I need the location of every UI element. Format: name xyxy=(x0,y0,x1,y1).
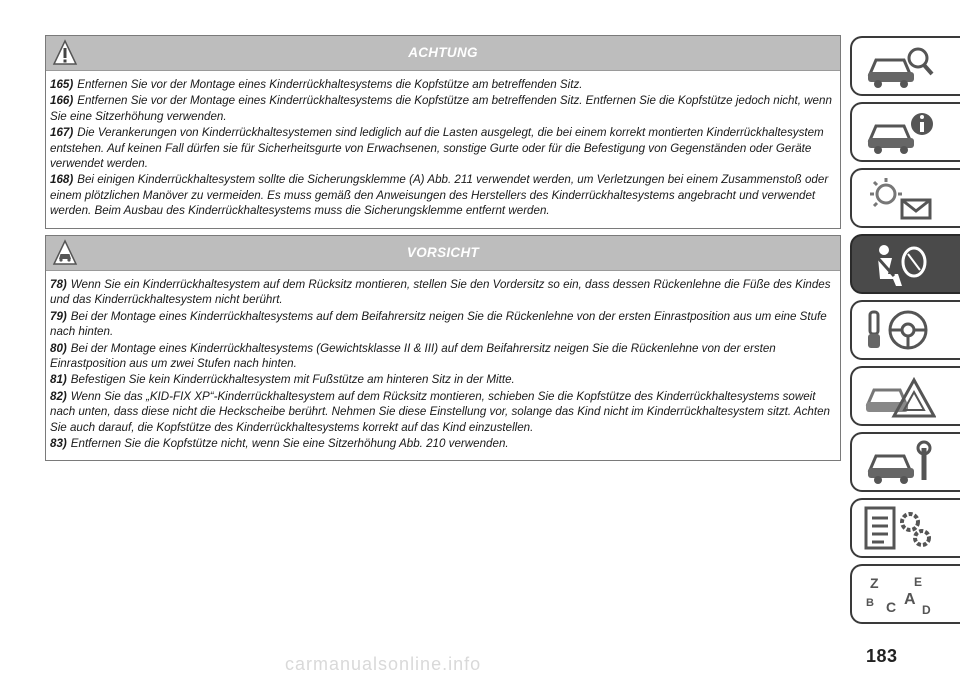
tab-maintenance[interactable] xyxy=(850,432,960,492)
svg-text:C: C xyxy=(886,599,897,615)
car-wrench-icon xyxy=(864,440,936,486)
tab-car-overview[interactable] xyxy=(850,36,960,96)
caution-box xyxy=(45,235,841,461)
warning-box xyxy=(45,35,841,229)
tab-lights-messages[interactable] xyxy=(850,168,960,228)
tab-index[interactable] xyxy=(850,564,960,624)
page-number: 183 xyxy=(866,646,898,666)
tab-technical-data[interactable] xyxy=(850,498,960,558)
warning-item: 166) Entfernen Sie vor der Montage eines Kinderrückhaltesystems die Kopfstütze am betreffenden Sitz. Entfernen Sie die Kopfstütze jedoch nicht, wenn Sie eine Sitzerhöhung verwenden. xyxy=(50,94,832,123)
car-warning-triangle-icon xyxy=(864,374,936,420)
svg-text:D: D xyxy=(922,603,931,617)
warning-header xyxy=(46,36,840,71)
caution-item: 82) Wenn Sie das „KID-FIX XP“-Kinderrückhaltesystem auf dem Rücksitz montieren, schieben Sie die Kopfstütze des Kinderrückhaltesystems soweit nach unten, dass diese nicht die Heckscheibe berührt. Nehmen Sie diese Einstellung vor, solange das Kind nicht im Kinderrückhaltesystem sitzt. Achten Sie auch darauf, die Kopfstütze des Kinderrückhaltesystems korrekt auf das Kind einzustellen. xyxy=(50,389,830,434)
car-magnifier-icon xyxy=(864,44,936,90)
svg-text:E: E xyxy=(914,575,923,589)
car-info-icon xyxy=(864,110,936,156)
alphabet-index-icon xyxy=(864,572,936,618)
warning-item: 167) Die Verankerungen von Kinderrückhaltesystemen sind lediglich auf die Lasten ausgelegt, die bei einem korrekt montierten Kinderrückhaltesystem entstehen. Auf keinen Fall dürfen sie für Sicherheitsgurte von Erwachsenen, sonstige Gurte oder für die Befestigung von Gegenständen oder Geräte verwendet werden. xyxy=(50,126,824,171)
warning-item: 168) Bei einigen Kinderrückhaltesystem sollte die Sicherungsklemme (A) Abb. 211 verwendet werden, um Verletzungen bei einem Zusammenstoß oder einem plötzlichen Manöver zu vermeiden. Es muss gemäß den Anweisungen des Herstellers des Kinderrückhaltesystems angebracht und verwendet werden. Beim Ausbau des Kinderrückhaltesystems muss die Sicherungsklemme entfernt werden. xyxy=(50,173,829,218)
svg-text:Z: Z xyxy=(870,575,879,591)
caution-item: 83) Entfernen Sie die Kopfstütze nicht, wenn Sie eine Sitzerhöhung Abb. 210 verwenden. xyxy=(50,437,509,451)
tab-starting-driving[interactable] xyxy=(850,300,960,360)
tab-car-info[interactable] xyxy=(850,102,960,162)
lights-message-icon xyxy=(864,176,936,222)
watermark: carmanualsonline.info xyxy=(285,654,482,674)
specs-gears-icon xyxy=(864,506,936,552)
caution-list xyxy=(46,271,840,460)
caution-item: 78) Wenn Sie ein Kinderrückhaltesystem auf dem Rücksitz montieren, stellen Sie den Vordersitz so ein, dass dessen Rückenlehne die Füße des Kindes und das Kinderrückhaltesystem nicht berührt. xyxy=(50,278,831,307)
caution-title: VORSICHT xyxy=(406,245,480,260)
caution-item: 80) Bei der Montage eines Kinderrückhaltesystems (Gewichtsklasse II & III) auf dem Beifahrersitz neigen Sie die Rückenlehne von der ersten Einrastposition aus um zwei Stufen nach hinten. xyxy=(50,341,776,371)
caution-header xyxy=(46,236,840,271)
caution-item: 79) Bei der Montage eines Kinderrückhaltesystems auf dem Beifahrersitz neigen Sie die Rückenlehne von der ersten Einrastposition aus um eine Stufe nach hinten. xyxy=(50,309,827,339)
seat-airbag-icon xyxy=(864,242,936,288)
tab-safety[interactable] xyxy=(850,234,960,294)
warning-list xyxy=(46,71,840,228)
warning-item: 165) Entfernen Sie vor der Montage eines Kinderrückhaltesystems die Kopfstütze am betreffenden Sitz. xyxy=(50,78,583,91)
svg-text:B: B xyxy=(866,597,874,609)
caution-item: 81) Befestigen Sie kein Kinderrückhaltesystem mit Fußstütze am hinteren Sitz in der Mitte. xyxy=(50,373,515,387)
tab-emergency[interactable] xyxy=(850,366,960,426)
warning-title: ACHTUNG xyxy=(408,45,478,60)
key-steering-wheel-icon xyxy=(864,308,936,354)
svg-text:A: A xyxy=(904,591,916,608)
